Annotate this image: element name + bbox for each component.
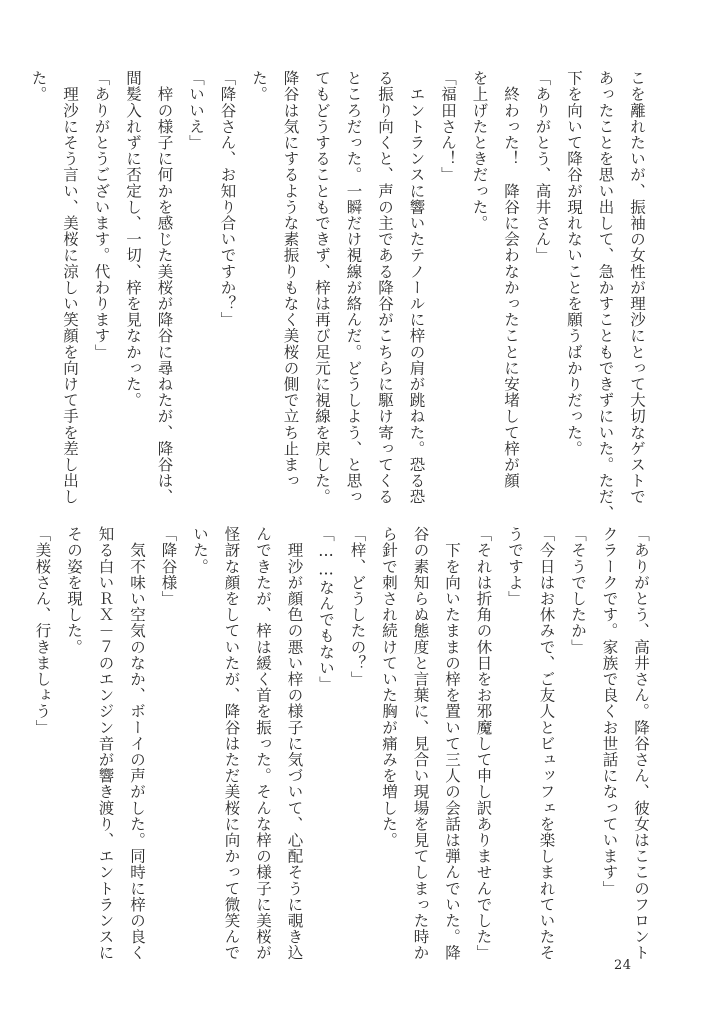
text-column: 「降谷様」 — [159, 526, 178, 607]
text-column: 「降谷さん、お知り合いですか？」 — [218, 70, 237, 328]
text-column: た。 — [250, 70, 268, 103]
text-column: た。 — [29, 70, 48, 103]
text-column: その姿を現した。 — [65, 526, 83, 655]
text-column: 「そうでしたか」 — [569, 526, 587, 655]
text-column: 下を向いて降谷が現れないことを願うばかりだった。 — [565, 70, 583, 457]
text-column: ら針で刺され続けていた胸が痛みを増した。 — [380, 526, 398, 848]
lower-text-block — [26, 526, 656, 966]
text-column: 降谷は気にするような素振りもなく美桜の側で立ち止まっ — [281, 70, 300, 489]
text-column: 終わった！ 降谷に会わなかったことに安堵して梓が顔 — [502, 70, 520, 489]
text-column: 下を向いたままの梓を置いて三人の会話は弾んでいた。降 — [443, 526, 461, 961]
text-column: 「今日はお休みで、ご友人とビュッフェを楽しまれていたそ — [537, 526, 556, 961]
text-column: こを離れたいが、振袖の女性が理沙にとって大切なゲストで — [628, 70, 646, 505]
text-column: 谷の素知らぬ態度と言葉に、見合い現場を見てしまった時か — [411, 526, 430, 961]
text-column: てもどうすることもできず、梓は再び足元に視線を戻した。 — [313, 70, 331, 505]
upper-text-block — [22, 70, 652, 521]
text-column: 「ありがとう、高井さん」 — [533, 70, 552, 264]
text-column: ところだった。一瞬だけ視線が絡んだ。どうしよう、と思っ — [344, 70, 363, 505]
text-column: 「ありがとうございます。代わります」 — [92, 70, 111, 360]
text-column: 気不味い空気のなか、ボーイの声がした。同時に梓の良く — [128, 526, 146, 961]
text-column: 「いいえ」 — [187, 70, 205, 151]
text-column: 「それは折角の休日をお邪魔して申し訳ありませんでした」 — [474, 526, 493, 961]
text-column: 理沙が顔色の悪い梓の様子に気づいて、心配そうに覗き込 — [285, 526, 304, 961]
text-column: る振り向くと、声の主である降谷がこちらに駆け寄ってくる — [376, 70, 394, 505]
text-column: エントランスに響いたテノールに梓の肩が跳ねた。恐る恐 — [407, 70, 426, 505]
text-column: んできたが、梓は緩く首を振った。そんな梓の様子に美桜が — [254, 526, 272, 961]
text-column: 間髪入れずに否定し、一切、梓を見なかった。 — [124, 70, 142, 409]
text-column: 「……なんでもない」 — [317, 526, 335, 692]
page-number: 24 — [614, 958, 632, 973]
text-column: 怪訝な顔をしていたが、降谷はただ美桜に向かって微笑んで — [222, 526, 241, 961]
text-column: 理沙にそう言い、美桜に涼しい笑顔を向けて手を差し出し — [61, 70, 79, 505]
text-column: 「梓、どうしたの？」 — [348, 526, 367, 687]
text-column: 「福田さん！」 — [439, 70, 457, 183]
text-column: 知る白いＲＸ－７のエンジン音が響き渡り、エントランスに — [96, 526, 115, 961]
text-column: あったことを思い出して、急かすこともできずにいた。ただ、 — [596, 70, 615, 521]
text-column: いた。 — [191, 526, 209, 575]
text-column: 「美桜さん、行きましょう」 — [33, 526, 52, 736]
text-column: 梓の様子に何かを感じた美桜が降谷に尋ねたが、降谷は、 — [155, 70, 174, 505]
text-column: を上げたときだった。 — [470, 70, 489, 231]
text-column: 「ありがとう、高井さん。降谷さん、彼女はここのフロント — [632, 526, 650, 961]
text-column: クラークです。家族で良くお世話になっています」 — [600, 526, 619, 897]
text-column: うですよ」 — [506, 526, 524, 607]
